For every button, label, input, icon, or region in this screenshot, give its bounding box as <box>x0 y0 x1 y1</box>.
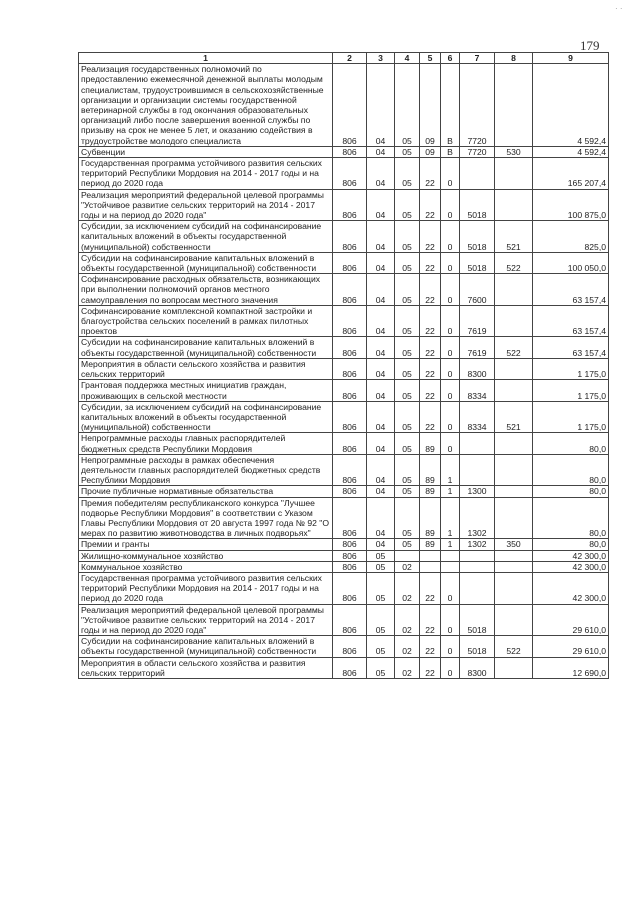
direction-cell <box>460 454 495 486</box>
ved-code-cell: 806 <box>333 252 367 273</box>
table-row <box>79 401 609 433</box>
column-header: 4 <box>395 53 420 64</box>
row-name-cell: Премии и гранты <box>79 539 333 550</box>
amount-cell: 825,0 <box>533 221 609 253</box>
row-name-cell: Государственная программа устойчивого развития сельских территорий Республики Мордовия на 2014 - 2017 годы и на период до 2020 года <box>79 158 333 190</box>
expense-type-cell <box>495 380 533 401</box>
column-header: 2 <box>333 53 367 64</box>
row-name-cell: Субсидии, за исключением субсидий на софинансирование капитальных вложений в объекты государственной (муниципальной) собственности <box>79 221 333 253</box>
direction-cell <box>460 158 495 190</box>
direction-cell: 5018 <box>460 221 495 253</box>
ved-code-cell: 806 <box>333 274 367 306</box>
direction-cell: 7619 <box>460 337 495 358</box>
table-row <box>79 454 609 486</box>
direction-cell <box>460 561 495 572</box>
section-cell: 05 <box>367 572 395 604</box>
table-row <box>79 604 609 636</box>
table-row <box>79 158 609 190</box>
subprogram-cell: 1 <box>441 497 460 539</box>
subsection-cell: 05 <box>395 221 420 253</box>
row-name-cell: Субвенции <box>79 146 333 157</box>
amount-cell: 1 175,0 <box>533 401 609 433</box>
program-cell: 89 <box>420 539 441 550</box>
ved-code-cell: 806 <box>333 64 367 147</box>
section-cell: 04 <box>367 221 395 253</box>
expense-type-cell <box>495 433 533 454</box>
ved-code-cell: 806 <box>333 657 367 678</box>
subprogram-cell <box>441 561 460 572</box>
direction-cell: 5018 <box>460 252 495 273</box>
amount-cell: 4 592,4 <box>533 146 609 157</box>
direction-cell: 1302 <box>460 497 495 539</box>
section-cell: 04 <box>367 64 395 147</box>
section-cell: 05 <box>367 604 395 636</box>
program-cell: 22 <box>420 380 441 401</box>
subprogram-cell: 0 <box>441 572 460 604</box>
row-name-cell: Непрограммные расходы в рамках обеспечения деятельности главных распорядителей бюджетных средств Республики Мордовия <box>79 454 333 486</box>
expense-type-cell <box>495 305 533 337</box>
direction-cell: 8300 <box>460 358 495 379</box>
subprogram-cell: 0 <box>441 401 460 433</box>
subprogram-cell: 0 <box>441 189 460 221</box>
subsection-cell: 05 <box>395 274 420 306</box>
column-header: 3 <box>367 53 395 64</box>
row-name-cell: Непрограммные расходы главных распорядителей бюджетных средств Республики Мордовия <box>79 433 333 454</box>
table-row <box>79 497 609 539</box>
table-row <box>79 550 609 561</box>
expense-type-cell: 521 <box>495 221 533 253</box>
program-cell: 22 <box>420 252 441 273</box>
subprogram-cell: 0 <box>441 657 460 678</box>
section-cell: 04 <box>367 158 395 190</box>
row-name-cell: Реализация мероприятий федеральной целевой программы "Устойчивое развитие сельских территорий на 2014 - 2017 годы и на период до 2020 года" <box>79 604 333 636</box>
subprogram-cell <box>441 550 460 561</box>
section-cell: 04 <box>367 401 395 433</box>
ved-code-cell: 806 <box>333 497 367 539</box>
program-cell: 22 <box>420 189 441 221</box>
subsection-cell: 05 <box>395 539 420 550</box>
subsection-cell: 05 <box>395 497 420 539</box>
program-cell: 22 <box>420 274 441 306</box>
expense-type-cell <box>495 657 533 678</box>
section-cell: 05 <box>367 550 395 561</box>
program-cell: 22 <box>420 657 441 678</box>
program-cell: 22 <box>420 401 441 433</box>
program-cell: 22 <box>420 221 441 253</box>
ved-code-cell: 806 <box>333 486 367 497</box>
amount-cell: 42 300,0 <box>533 550 609 561</box>
program-cell: 22 <box>420 305 441 337</box>
column-header: 9 <box>533 53 609 64</box>
program-cell: 09 <box>420 146 441 157</box>
row-name-cell: Премия победителям республиканского конкурса "Лучшее подворье Республики Мордовия" в соответствии с Указом Главы Республики Мордовия от 20 августа 1997 года № 92 "О мерах по развитию животноводства в личных подворьях" <box>79 497 333 539</box>
budget-table <box>78 52 609 679</box>
amount-cell: 165 207,4 <box>533 158 609 190</box>
table-row <box>79 380 609 401</box>
ved-code-cell: 806 <box>333 539 367 550</box>
ved-code-cell: 806 <box>333 189 367 221</box>
subprogram-cell: 1 <box>441 539 460 550</box>
table-row <box>79 433 609 454</box>
ved-code-cell: 806 <box>333 305 367 337</box>
subprogram-cell: В <box>441 146 460 157</box>
program-cell: 09 <box>420 64 441 147</box>
subsection-cell: 05 <box>395 64 420 147</box>
amount-cell: 63 157,4 <box>533 274 609 306</box>
amount-cell: 4 592,4 <box>533 64 609 147</box>
expense-type-cell <box>495 497 533 539</box>
expense-type-cell <box>495 274 533 306</box>
ved-code-cell: 806 <box>333 550 367 561</box>
row-name-cell: Субсидии на софинансирование капитальных вложений в объекты государственной (муниципальной) собственности <box>79 636 333 657</box>
subprogram-cell: 1 <box>441 486 460 497</box>
program-cell: 22 <box>420 604 441 636</box>
section-cell: 04 <box>367 252 395 273</box>
amount-cell: 29 610,0 <box>533 604 609 636</box>
expense-type-cell <box>495 158 533 190</box>
direction-cell: 8300 <box>460 657 495 678</box>
table-row <box>79 358 609 379</box>
column-header: 7 <box>460 53 495 64</box>
expense-type-cell <box>495 572 533 604</box>
amount-cell: 12 690,0 <box>533 657 609 678</box>
subsection-cell: 05 <box>395 380 420 401</box>
amount-cell: 1 175,0 <box>533 380 609 401</box>
row-name-cell: Грантовая поддержка местных инициатив граждан, проживающих в сельской местности <box>79 380 333 401</box>
program-cell <box>420 550 441 561</box>
section-cell: 04 <box>367 380 395 401</box>
direction-cell: 5018 <box>460 189 495 221</box>
section-cell: 05 <box>367 561 395 572</box>
table-row <box>79 305 609 337</box>
expense-type-cell <box>495 561 533 572</box>
subsection-cell: 02 <box>395 657 420 678</box>
section-cell: 05 <box>367 657 395 678</box>
expense-type-cell: 522 <box>495 252 533 273</box>
subprogram-cell: В <box>441 64 460 147</box>
expense-type-cell: 522 <box>495 337 533 358</box>
amount-cell: 42 300,0 <box>533 572 609 604</box>
amount-cell: 42 300,0 <box>533 561 609 572</box>
subsection-cell: 05 <box>395 486 420 497</box>
table-row <box>79 146 609 157</box>
direction-cell: 7600 <box>460 274 495 306</box>
column-header: 8 <box>495 53 533 64</box>
table-row <box>79 657 609 678</box>
amount-cell: 29 610,0 <box>533 636 609 657</box>
subsection-cell <box>395 550 420 561</box>
program-cell: 22 <box>420 636 441 657</box>
table-row <box>79 561 609 572</box>
amount-cell: 80,0 <box>533 454 609 486</box>
expense-type-cell: 521 <box>495 401 533 433</box>
row-name-cell: Мероприятия в области сельского хозяйства и развития сельских территорий <box>79 657 333 678</box>
subprogram-cell: 0 <box>441 252 460 273</box>
subsection-cell: 05 <box>395 146 420 157</box>
subsection-cell: 05 <box>395 454 420 486</box>
ved-code-cell: 806 <box>333 636 367 657</box>
ved-code-cell: 806 <box>333 221 367 253</box>
row-name-cell: Жилищно-коммунальное хозяйство <box>79 550 333 561</box>
section-cell: 04 <box>367 497 395 539</box>
expense-type-cell <box>495 64 533 147</box>
ved-code-cell: 806 <box>333 572 367 604</box>
amount-cell: 1 175,0 <box>533 358 609 379</box>
row-name-cell: Коммунальное хозяйство <box>79 561 333 572</box>
expense-type-cell <box>495 358 533 379</box>
ved-code-cell: 806 <box>333 337 367 358</box>
direction-cell: 7720 <box>460 64 495 147</box>
table-row <box>79 539 609 550</box>
amount-cell: 80,0 <box>533 539 609 550</box>
section-cell: 04 <box>367 274 395 306</box>
row-name-cell: Государственная программа устойчивого развития сельских территорий Республики Мордовия на 2014 - 2017 годы и на период до 2020 года <box>79 572 333 604</box>
column-header: 1 <box>79 53 333 64</box>
expense-type-cell: 530 <box>495 146 533 157</box>
ved-code-cell: 806 <box>333 401 367 433</box>
ved-code-cell: 806 <box>333 146 367 157</box>
expense-type-cell: 522 <box>495 636 533 657</box>
subprogram-cell: 1 <box>441 454 460 486</box>
table-row <box>79 486 609 497</box>
table-row <box>79 221 609 253</box>
subprogram-cell: 0 <box>441 380 460 401</box>
program-cell: 89 <box>420 497 441 539</box>
amount-cell: 63 157,4 <box>533 305 609 337</box>
subsection-cell: 05 <box>395 337 420 358</box>
ved-code-cell: 806 <box>333 380 367 401</box>
table-row <box>79 636 609 657</box>
row-name-cell: Прочие публичные нормативные обязательства <box>79 486 333 497</box>
section-cell: 04 <box>367 337 395 358</box>
subprogram-cell: 0 <box>441 636 460 657</box>
page-number: 179 <box>580 38 600 53</box>
program-cell: 89 <box>420 486 441 497</box>
section-cell: 04 <box>367 358 395 379</box>
subsection-cell: 02 <box>395 636 420 657</box>
expense-type-cell <box>495 189 533 221</box>
subsection-cell: 05 <box>395 189 420 221</box>
amount-cell: 80,0 <box>533 433 609 454</box>
ved-code-cell: 806 <box>333 454 367 486</box>
program-cell <box>420 561 441 572</box>
program-cell: 22 <box>420 158 441 190</box>
table-row <box>79 572 609 604</box>
subsection-cell: 02 <box>395 561 420 572</box>
column-header: 5 <box>420 53 441 64</box>
program-cell: 22 <box>420 358 441 379</box>
table-row <box>79 252 609 273</box>
ved-code-cell: 806 <box>333 433 367 454</box>
row-name-cell: Субсидии, за исключением субсидий на софинансирование капитальных вложений в объекты государственной (муниципальной) собственности <box>79 401 333 433</box>
amount-cell: 100 050,0 <box>533 252 609 273</box>
subprogram-cell: 0 <box>441 274 460 306</box>
expense-type-cell <box>495 550 533 561</box>
ved-code-cell: 806 <box>333 561 367 572</box>
subsection-cell: 05 <box>395 158 420 190</box>
subprogram-cell: 0 <box>441 305 460 337</box>
section-cell: 04 <box>367 433 395 454</box>
direction-cell: 5018 <box>460 604 495 636</box>
row-name-cell: Реализация мероприятий федеральной целевой программы "Устойчивое развитие сельских территорий на 2014 - 2017 годы и на период до 2020 года" <box>79 189 333 221</box>
subprogram-cell: 0 <box>441 604 460 636</box>
row-name-cell: Софинансирование расходных обязательств, возникающих при выполнении полномочий органов местного самоуправления по вопросам местного значения <box>79 274 333 306</box>
amount-cell: 100 875,0 <box>533 189 609 221</box>
program-cell: 22 <box>420 572 441 604</box>
subprogram-cell: 0 <box>441 358 460 379</box>
row-name-cell: Субсидии на софинансирование капитальных вложений в объекты государственной (муниципальной) собственности <box>79 337 333 358</box>
direction-cell <box>460 550 495 561</box>
section-cell: 04 <box>367 454 395 486</box>
expense-type-cell <box>495 454 533 486</box>
amount-cell: 80,0 <box>533 497 609 539</box>
direction-cell: 1302 <box>460 539 495 550</box>
section-cell: 04 <box>367 539 395 550</box>
amount-cell: 80,0 <box>533 486 609 497</box>
program-cell: 89 <box>420 433 441 454</box>
direction-cell: 8334 <box>460 380 495 401</box>
subsection-cell: 05 <box>395 358 420 379</box>
direction-cell: 5018 <box>460 636 495 657</box>
expense-type-cell <box>495 486 533 497</box>
table-row <box>79 274 609 306</box>
section-cell: 04 <box>367 305 395 337</box>
table-row <box>79 337 609 358</box>
direction-cell: 1300 <box>460 486 495 497</box>
amount-cell: 63 157,4 <box>533 337 609 358</box>
column-header: 6 <box>441 53 460 64</box>
row-name-cell: Софинансирование комплексной компактной застройки и благоустройства сельских поселений в рамках пилотных проектов <box>79 305 333 337</box>
subsection-cell: 02 <box>395 604 420 636</box>
section-cell: 05 <box>367 636 395 657</box>
direction-cell <box>460 572 495 604</box>
direction-cell: 8334 <box>460 401 495 433</box>
row-name-cell: Субсидии на софинансирование капитальных вложений в объекты государственной (муниципальной) собственности <box>79 252 333 273</box>
table-row <box>79 64 609 147</box>
subsection-cell: 05 <box>395 252 420 273</box>
subsection-cell: 05 <box>395 305 420 337</box>
table-header-row <box>79 53 609 64</box>
direction-cell <box>460 433 495 454</box>
ved-code-cell: 806 <box>333 358 367 379</box>
expense-type-cell: 350 <box>495 539 533 550</box>
section-cell: 04 <box>367 486 395 497</box>
table-row <box>79 189 609 221</box>
ved-code-cell: 806 <box>333 604 367 636</box>
section-cell: 04 <box>367 189 395 221</box>
ved-code-cell: 806 <box>333 158 367 190</box>
program-cell: 22 <box>420 337 441 358</box>
scan-corner-mark: · · <box>615 4 623 13</box>
subsection-cell: 02 <box>395 572 420 604</box>
subprogram-cell: 0 <box>441 433 460 454</box>
section-cell: 04 <box>367 146 395 157</box>
direction-cell: 7619 <box>460 305 495 337</box>
row-name-cell: Мероприятия в области сельского хозяйства и развития сельских территорий <box>79 358 333 379</box>
subsection-cell: 05 <box>395 401 420 433</box>
direction-cell: 7720 <box>460 146 495 157</box>
subprogram-cell: 0 <box>441 158 460 190</box>
expense-type-cell <box>495 604 533 636</box>
table-body <box>79 64 609 679</box>
row-name-cell: Реализация государственных полномочий по предоставлению ежемесячной денежной выплаты молодым специалистам, трудоустроившимся в сельскохозяйственные организации и организации системы государственной ветеринарной службы в год окончания образовательных организаций либо после завершения военной службы по призыву на срок не менее 5 лет, и оказанию содействия в трудоустройстве молодого специалиста <box>79 64 333 147</box>
subsection-cell: 05 <box>395 433 420 454</box>
subprogram-cell: 0 <box>441 221 460 253</box>
program-cell: 89 <box>420 454 441 486</box>
subprogram-cell: 0 <box>441 337 460 358</box>
